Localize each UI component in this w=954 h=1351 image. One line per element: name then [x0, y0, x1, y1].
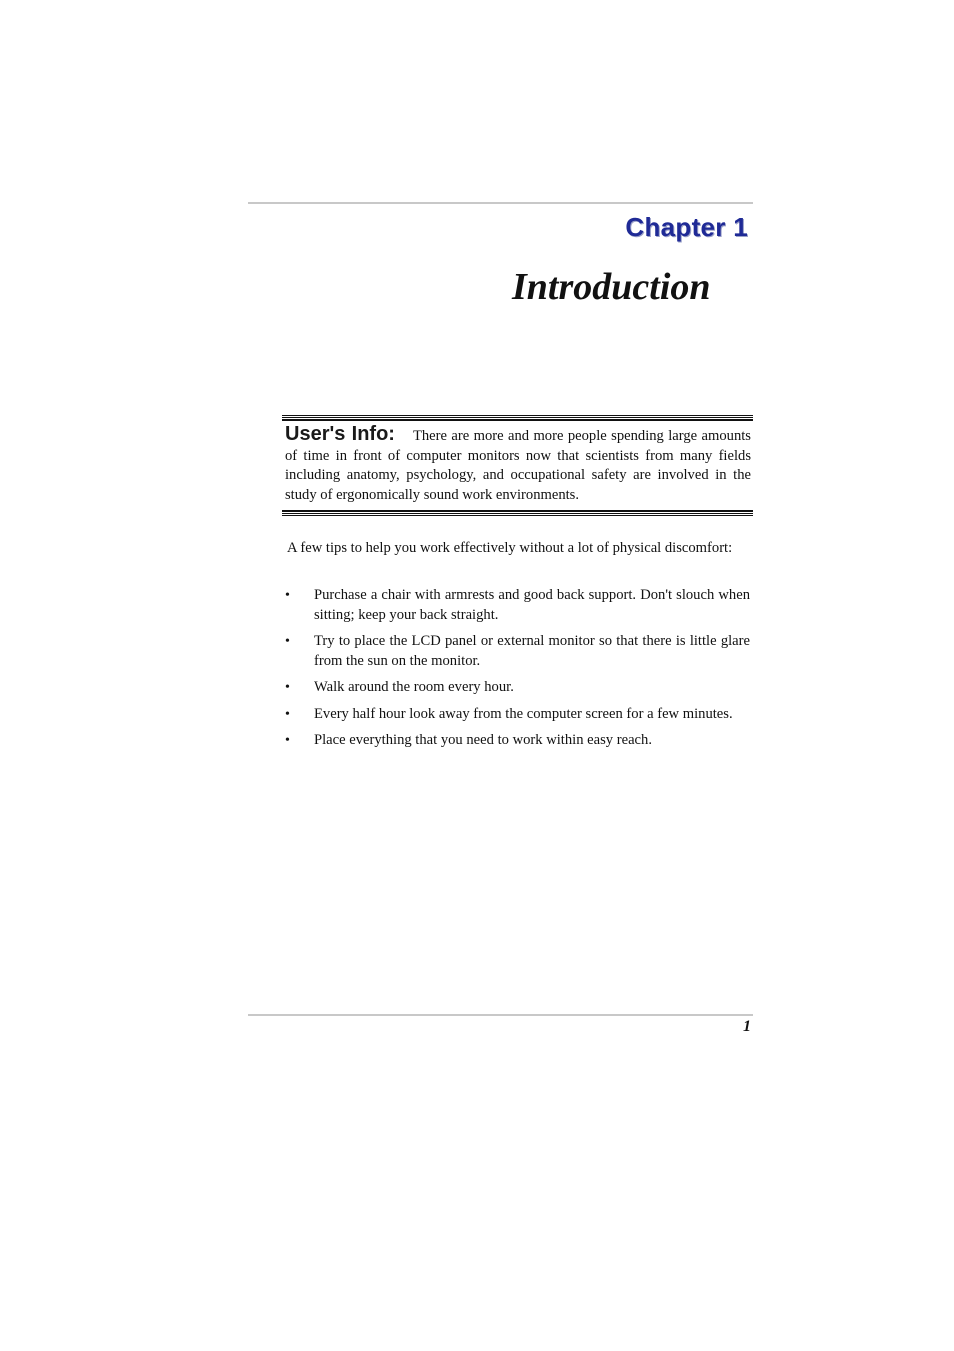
users-info-box — [282, 415, 753, 516]
tip-text: Walk around the room every hour. — [314, 679, 514, 695]
bullet-icon: • — [285, 634, 290, 649]
tip-list-item — [287, 678, 750, 698]
bullet-icon: • — [285, 680, 290, 695]
footer-rule — [248, 1014, 753, 1016]
users-info-label: User's Info: — [285, 423, 395, 445]
tips-intro-paragraph: A few tips to help you work effectively without a lot of physical discomfort: — [287, 540, 733, 556]
tip-list-item — [287, 586, 750, 625]
tip-list-item — [287, 731, 750, 751]
bullet-icon: • — [285, 588, 290, 603]
page-number: 1 — [743, 1018, 751, 1035]
bullet-icon: • — [285, 733, 290, 748]
chapter-title: Introduction — [512, 266, 711, 308]
tip-text: Place everything that you need to work within easy reach. — [314, 732, 652, 748]
chapter-label: Chapter 1 — [625, 212, 748, 242]
tip-list-item — [287, 632, 750, 671]
tip-text: Every half hour look away from the computer screen for a few minutes. — [314, 705, 733, 722]
users-info-text-block — [285, 425, 751, 505]
header-rule — [248, 202, 753, 204]
tips-list — [287, 586, 750, 758]
users-info-text: There are more and more people spending large amounts of time in front of computer monitors now that scientists from many fields including anatomy, psychology, and occupational safety are involved in the study of ergonomically sound work environments. — [285, 428, 751, 503]
tip-text: Purchase a chair with armrests and good back support. Don't slouch when sitting; keep your back straight. — [314, 587, 750, 623]
tip-text: Try to place the LCD panel or external monitor so that there is little glare from the sun on the monitor. — [314, 633, 750, 669]
tip-list-item — [287, 705, 750, 725]
bullet-icon: • — [285, 706, 290, 722]
